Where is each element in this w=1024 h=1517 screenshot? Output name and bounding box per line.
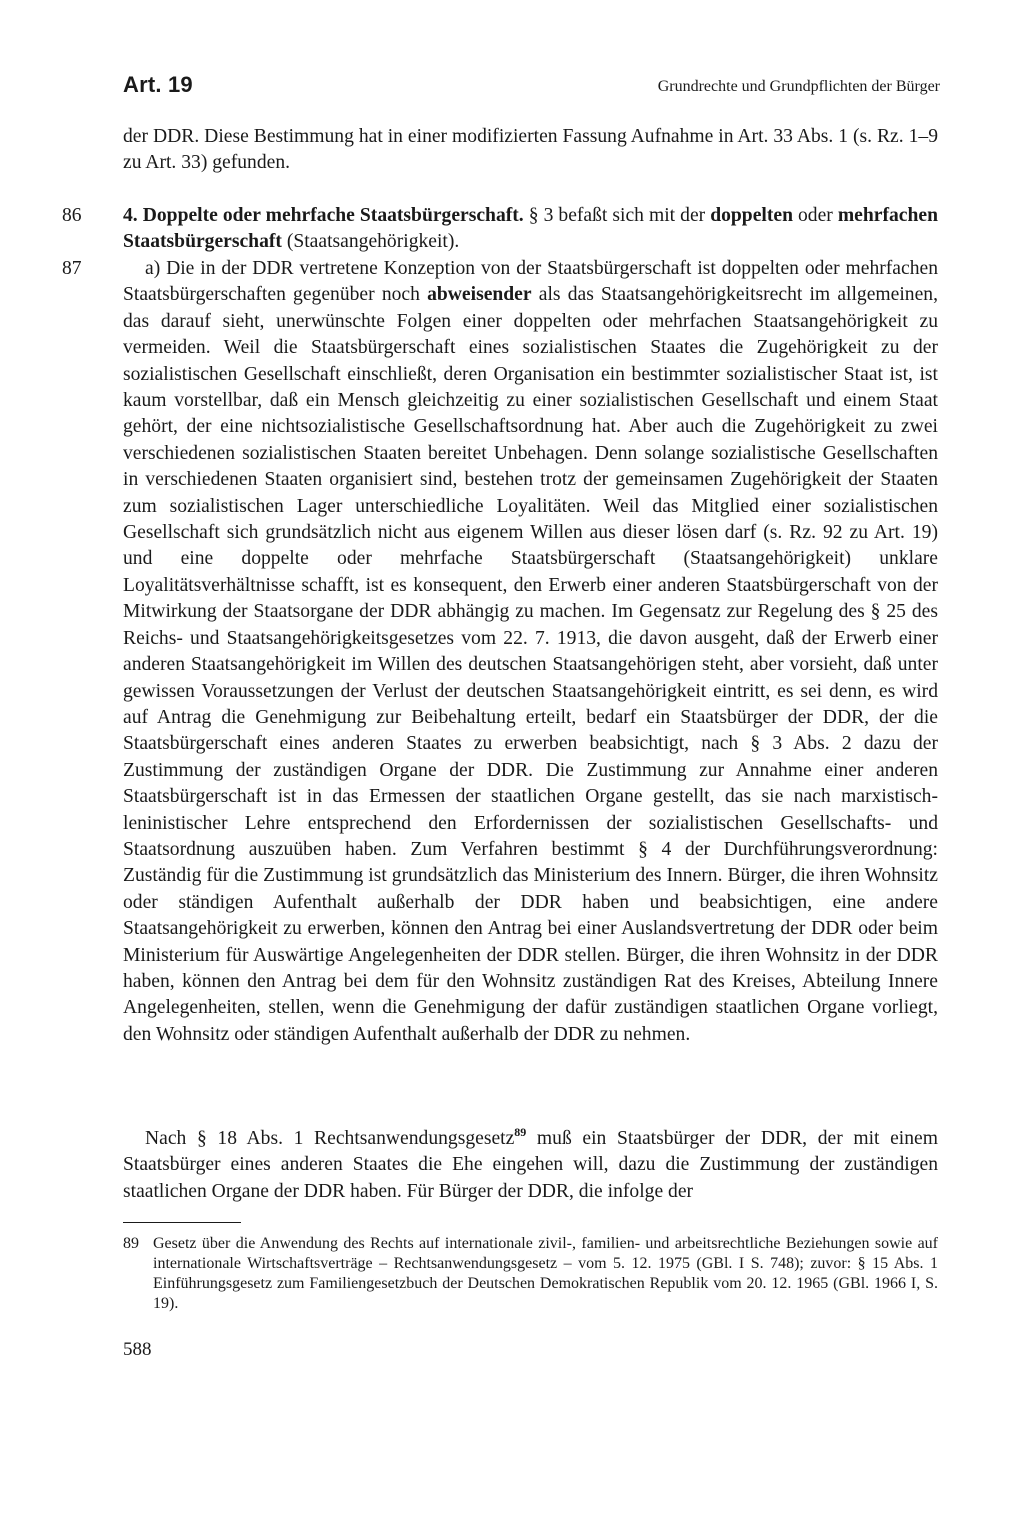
running-header-article: Art. 19 [123, 72, 193, 97]
footnote-number: 89 [123, 1235, 139, 1252]
footnote [123, 1234, 938, 1314]
paragraph-86: 4. Doppelte oder mehrfache Staatsbürgerschaft. § 3 befaßt sich mit der doppelten oder mehrfachen Staatsbürgerschaft (Staatsangehörigkeit). [123, 205, 938, 253]
running-header-title: Grundrechte und Grundpflichten der Bürger [657, 78, 940, 95]
page-number: 588 [123, 1339, 152, 1360]
section-heading: 4. Doppelte oder mehrfache Staatsbürgerschaft. [123, 205, 524, 226]
footnote-rule [123, 1222, 241, 1223]
paragraph-nach: Nach § 18 Abs. 1 Rechtsanwendungsgesetz$^{89}$ muß ein Staatsbürger der DDR, der mit einem Staatsbürger eines anderen Staates die Ehe eingehen will, dazu die Zustimmung der zuständigen staatlichen Organe der DDR haben. Für Bürger der DDR, die infolge der [123, 1125, 938, 1202]
margin-number-87: 87 [62, 258, 82, 279]
continuation-paragraph: der DDR. Diese Bestimmung hat in einer modifizierten Fassung Aufnahme in Art. 33 Abs. 1 (s. Rz. 1–9 zu Art. 33) gefunden. [123, 126, 938, 174]
margin-number-86: 86 [62, 205, 82, 226]
paragraph-87: a) Die in der DDR vertretene Konzeption von der Staatsbürgerschaft ist doppelten oder mehrfachen Staatsbürgerschaften gegenüber noch abweisender als das Staatsangehörigkeitsrecht im allgemeinen, das darauf sieht, unerwünschte Folgen einer doppelten oder mehrfachen Staatsangehörigkeit zu vermeiden. Weil die Staatsbürgerschaft eines sozialistischen Staates die Zugehörigkeit zu der sozialistischen Gesellschaft einschließt, deren Organisation ein bestimmter sozialistischer Staat ist, ist kaum vorstellbar, daß ein Mensch gleichzeitig zu einer sozialistischen Gesellschaft und einem Staat gehört, der eine nichtsozialistische Gesellschaftsordnung hat. Aber auch die Zugehörigkeit zu zwei verschiedenen sozialistischen Staaten bereitet Unbehagen. Denn solange sozialistische Gesellschaften in verschiedenen Staaten organisiert sind, bestehen trotz der gemeinsamen Zugehörigkeit der Staaten zum sozialistischen Lager unterschiedliche Loyalitäten. Weil das Mitglied einer sozialistischen Gesellschaft sich grundsätzlich nicht aus eigenem Willen aus dieser lösen darf (s. Rz. 92 zu Art. 19) und eine doppelte oder mehrfache Staatsbürgerschaft (Staatsangehörigkeit) unklare Loyalitätsverhältnisse schafft, ist es konsequent, den Erwerb einer anderen Staatsbürgerschaft von der Mitwirkung der Staatsorgane der DDR abhängig zu machen. Im Gegensatz zur Regelung des § 25 des Reichs- und Staatsangehörigkeitsgesetzes vom 22. 7. 1913, die davon ausgeht, daß der Erwerb einer anderen Staatsangehörigkeit im Willen des deutschen Staatsangehörigen steht, aber vorsieht, daß unter gewissen Voraussetzungen der Verlust der deutschen Staatsangehörigkeit eintritt, es sei denn, es wird auf Antrag die Genehmigung zur Beibehaltung erteilt, bedarf ein Staatsbürger der DDR, der die Staatsbürgerschaft eines anderen Staates zu erwerben beabsichtigt, nach § 3 Abs. 2 dazu der Zustimmung der zuständigen Organe der DDR. Die Zustimmung zur Annahme einer anderen Staatsbürgerschaft ist in das Ermessen der staatlichen Organe gestellt, das sie nach marxistisch-leninistischer Lehre entsprechend den Erfordernissen der sozialistischen Gesellschafts- und Staatsordnung auszuüben haben. Zum Verfahren bestimmt § 4 der Durchführungsverordnung: Zuständig für die Zustimmung ist grundsätzlich das Ministerium des Innern. Bürger, die ihren Wohnsitz oder ständigen Aufenthalt außerhalb der DDR haben und beabsichtigen, eine andere Staatsangehörigkeit zu erwerben, können den Antrag bei einer Auslandsvertretung der DDR oder beim Ministerium für Auswärtige Angelegenheiten der DDR stellen. Bürger, die ihren Wohnsitz in der DDR haben, können den Antrag bei dem für den Wohnsitz zuständigen Rat des Kreises, Abteilung Innere Angelegenheiten, stellen, wenn die Genehmigung der dafür zuständigen staatlichen Organe vorliegt, den Wohnsitz oder ständigen Aufenthalt außerhalb der DDR zu nehmen. [123, 258, 938, 1045]
footnote-reference[interactable]: 89 [514, 1125, 527, 1139]
footnote-text: Gesetz über die Anwendung des Rechts auf internationale zivil-, familien- und arbeitsrechtliche Beziehungen sowie auf internationale Wirtschaftsverträge – Rechtsanwendungsgesetz – vom 5. 12. 1975 (GBl. I S. 748); zuvor: § 15 Abs. 1 Einführungsgesetz zum Familiengesetzbuch der Deutschen Demokratischen Republik vom 20. 12. 1965 (GBl. 1966 I, S. 19). [153, 1235, 938, 1312]
